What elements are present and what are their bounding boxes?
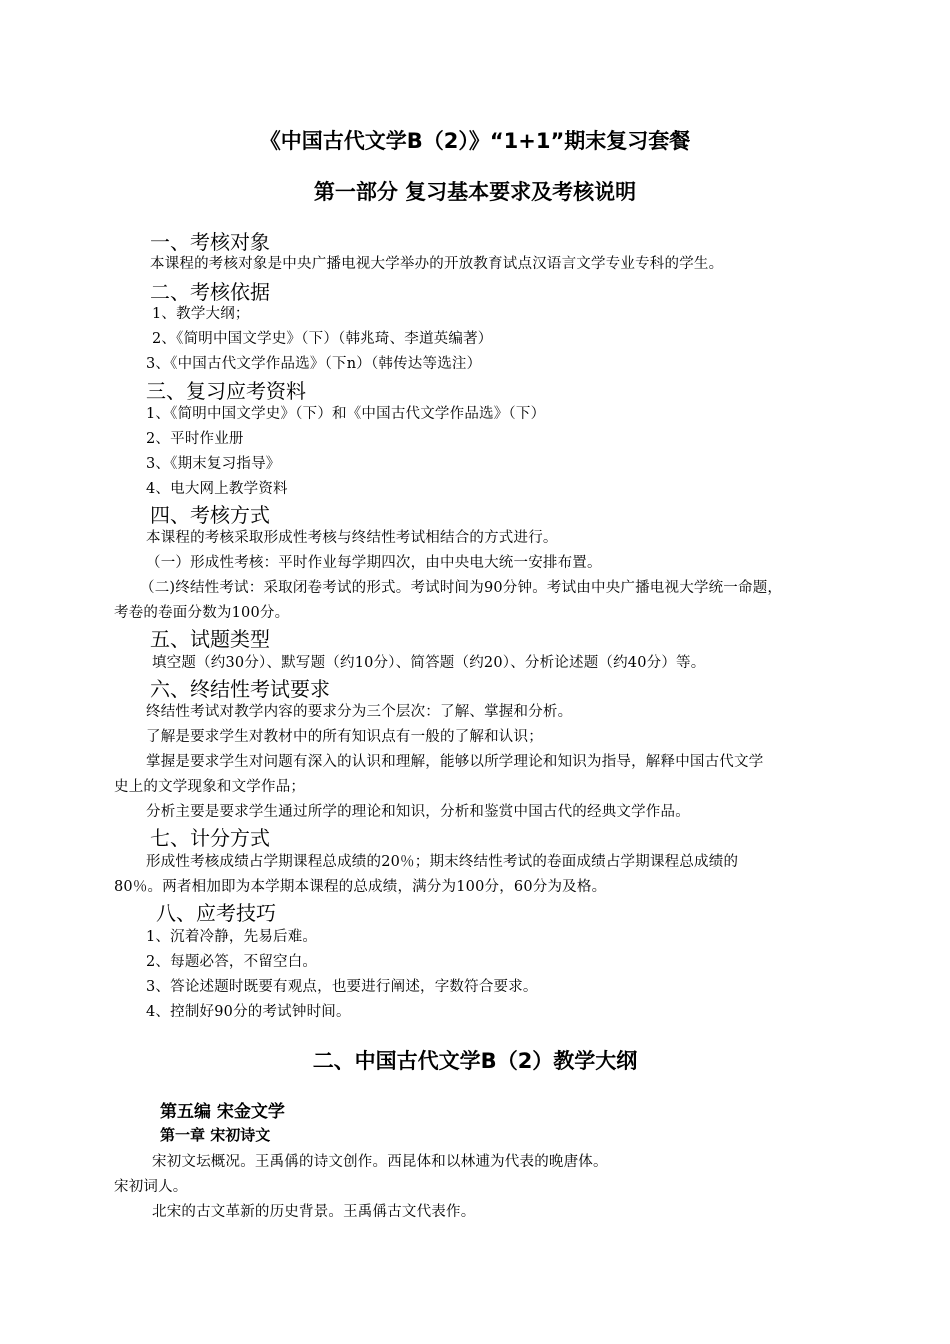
section7-heading: 七、计分方式 [150, 826, 270, 850]
section2-item: 2、《简明中国文学史》（下）（韩兆琦、李道英编著） [152, 331, 493, 347]
document-title: 《中国古代文学B（2）》“1+1”期末复习套餐 [259, 129, 691, 153]
section7-text: 80％。两者相加即为本学期本课程的总成绩，满分为100分，60分为及格。 [114, 879, 607, 895]
section3-heading: 三、复习应考资料 [146, 379, 306, 403]
chapter-text: 宋初词人。 [114, 1179, 188, 1195]
section4-text: （二)终结性考试：采取闭卷考试的形式。考试时间为90分钟。考试由中央广播电视大学统一命题， [140, 580, 783, 596]
section1-text: 本课程的考核对象是中央广播电视大学举办的开放教育试点汉语言文学专业专科的学生。 [150, 256, 724, 272]
section3-item: 4、电大网上教学资料 [146, 481, 288, 497]
chapter-text: 宋初文坛概况。王禹偁的诗文创作。西昆体和以林逋为代表的晚唐体。 [152, 1154, 608, 1170]
section6-text: 史上的文学现象和文学作品； [114, 779, 306, 795]
section8-item: 2、每题必答，不留空白。 [146, 954, 318, 970]
section6-text: 了解是要求学生对教材中的所有知识点有一般的了解和认识； [146, 729, 543, 745]
section5-text: 填空题（约30分）、默写题（约10分）、简答题（约20）、分析论述题（约40分）等。 [152, 655, 706, 671]
section4-text: （一）形成性考核：平时作业每学期四次，由中央电大统一安排布置。 [146, 555, 602, 571]
part2-title: 二、中国古代文学B（2）教学大纲 [312, 1049, 638, 1073]
section8-heading: 八、应考技巧 [156, 901, 276, 925]
chapter-heading: 第一章 宋初诗文 [160, 1126, 271, 1144]
part1-title: 第一部分 复习基本要求及考核说明 [313, 180, 637, 204]
section6-text: 分析主要是要求学生通过所学的理论和知识，分析和鉴赏中国古代的经典文学作品。 [146, 804, 690, 820]
section6-text: 掌握是要求学生对问题有深入的认识和理解，能够以所学理论和知识为指导，解释中国古代文学 [146, 754, 764, 770]
section4-text: 考卷的卷面分数为100分。 [114, 605, 290, 621]
section6-heading: 六、终结性考试要求 [150, 677, 330, 701]
section8-item: 3、答论述题时既要有观点，也要进行阐述，字数符合要求。 [146, 979, 538, 995]
section3-item: 3、《期末复习指导》 [146, 456, 281, 472]
section8-item: 4、控制好90分的考试钟时间。 [146, 1004, 351, 1020]
section5-heading: 五、试题类型 [150, 627, 270, 651]
section4-text: 本课程的考核采取形成性考核与终结性考试相结合的方式进行。 [146, 530, 558, 546]
section6-text: 终结性考试对教学内容的要求分为三个层次：了解、掌握和分析。 [146, 704, 573, 720]
section1-heading: 一、考核对象 [150, 230, 270, 254]
section2-heading: 二、考核依据 [150, 280, 270, 304]
section2-item: 1、教学大纲； [152, 306, 250, 322]
section3-item: 1、《简明中国文学史》（下）和《中国古代文学作品选》（下） [146, 406, 546, 422]
section8-item: 1、沉着冷静，先易后难。 [146, 929, 318, 945]
section7-text: 形成性考核成绩占学期课程总成绩的20％；期末终结性考试的卷面成绩占学期课程总成绩的 [146, 854, 739, 870]
section4-heading: 四、考核方式 [150, 503, 270, 527]
chapter-text: 北宋的古文革新的历史背景。王禹偁古文代表作。 [152, 1204, 476, 1220]
section3-item: 2、平时作业册 [146, 431, 244, 447]
section2-item: 3、《中国古代文学作品选》（下n）（韩传达等选注） [146, 356, 482, 372]
unit-heading: 第五编 宋金文学 [160, 1102, 285, 1122]
